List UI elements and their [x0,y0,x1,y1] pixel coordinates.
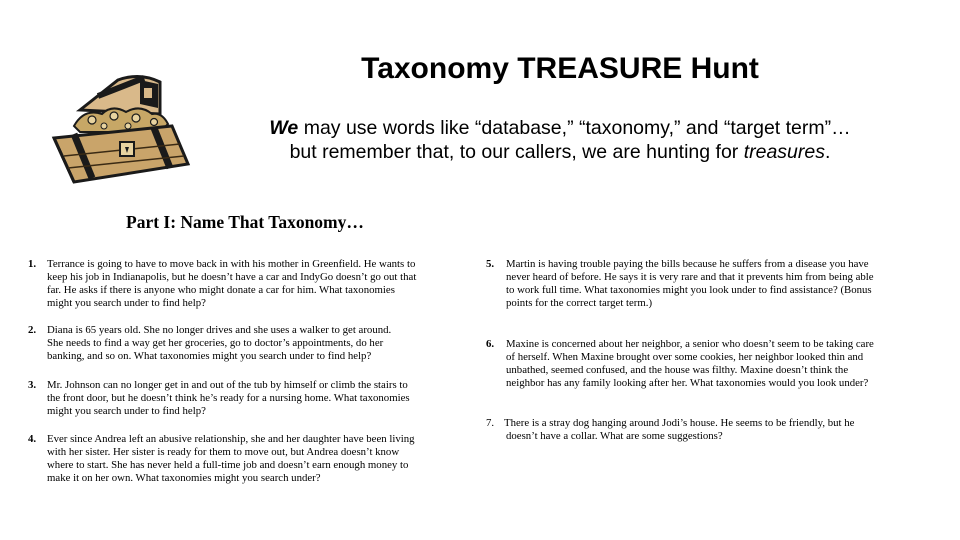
question-line: doesn’t have a collar. What are some suggestions? [506,430,723,443]
page-title: Taxonomy TREASURE Hunt [361,52,759,85]
subtitle-emphasis: We [269,117,299,139]
question-text [47,379,468,418]
question-line: make it on her own. What taxonomies might you search under? [47,472,321,485]
subtitle-line-2 [200,140,920,164]
subtitle-line-2-text: but remember that, to our callers, we are hunting for [289,141,744,163]
question-6 [486,338,950,390]
question-4 [28,433,468,485]
question-line: where to start. She has never held a full-time job and doesn’t earn enough money to [47,459,409,472]
subtitle [200,116,920,164]
subtitle-line-1-text: may use words like “database,” “taxonomy,” and “target term”… [298,117,851,139]
question-line: Terrance is going to have to move back in with his mother in Greenfield. He wants to [47,258,416,270]
question-line: might you search under to find help? [47,405,206,418]
question-line: with her sister. Her sister is ready for them to move out, but Andrea doesn’t know [47,446,400,459]
question-text [47,433,468,485]
question-number: 7. [486,417,495,429]
question-line: unbathed, seemed confused, and the house was filthy. Maxine doesn’t think the [506,364,849,377]
subtitle-line-2-emphasis: treasures [743,141,825,163]
question-line: far. He asks if there is anyone who might donate a car for him. What taxonomies [47,284,395,297]
question-line: Martin is having trouble paying the bills because he suffers from a disease you have [506,258,869,270]
question-line: points for the correct target term.) [506,297,653,310]
question-number: 1. [28,258,37,270]
subtitle-line-2-end: . [825,141,831,163]
question-line: Maxine is concerned about her neighbor, a senior who doesn’t seem to be taking care [506,338,874,350]
question-1 [28,258,468,310]
question-line: neighbor has any family looking after her. What taxonomies would you look under? [506,377,869,390]
question-line: of herself. When Maxine brought over some cookies, her neighbor looked thin and [506,351,864,364]
question-line: the front door, but he doesn’t think he’s ready for a nursing home. What taxonomies [47,392,410,405]
question-number: 4. [28,433,37,445]
question-text [506,258,950,310]
question-number: 2. [28,324,37,336]
question-5 [486,258,950,310]
question-line: to work full time. What taxonomies might you look under to find assistance? (Bonus [506,284,872,297]
section-heading: Part I: Name That Taxonomy… [126,212,364,232]
question-2 [28,324,468,363]
question-text [47,324,468,363]
question-number: 6. [486,338,495,350]
question-line: Diana is 65 years old. She no longer drives and she uses a walker to get around. [47,324,392,336]
question-number: 3. [28,379,37,391]
question-number: 5. [486,258,495,270]
question-3 [28,379,468,418]
question-line: Ever since Andrea left an abusive relationship, she and her daughter have been living [47,433,415,445]
question-text [506,338,950,390]
question-line: might you search under to find help? [47,297,206,310]
question-7 [486,417,950,443]
subtitle-line-1 [200,116,920,140]
question-line: keep his job in Indianapolis, but he doesn’t have a car and IndyGo doesn’t go out that [47,271,417,284]
question-line: There is a stray dog hanging around Jodi’s house. He seems to be friendly, but he [504,417,855,429]
question-text [47,258,468,310]
question-line: banking, and so on. What taxonomies might you search under to find help? [47,350,372,363]
question-line: Mr. Johnson can no longer get in and out of the tub by himself or climb the stairs to [47,379,408,391]
question-line: She needs to find a way get her groceries, go to doctor’s appointments, do her [47,337,384,350]
treasure-chest-icon [40,68,200,192]
question-line: never heard of before. He says it is very rare and that it prevents him from being able [506,271,874,284]
question-text [504,417,950,443]
